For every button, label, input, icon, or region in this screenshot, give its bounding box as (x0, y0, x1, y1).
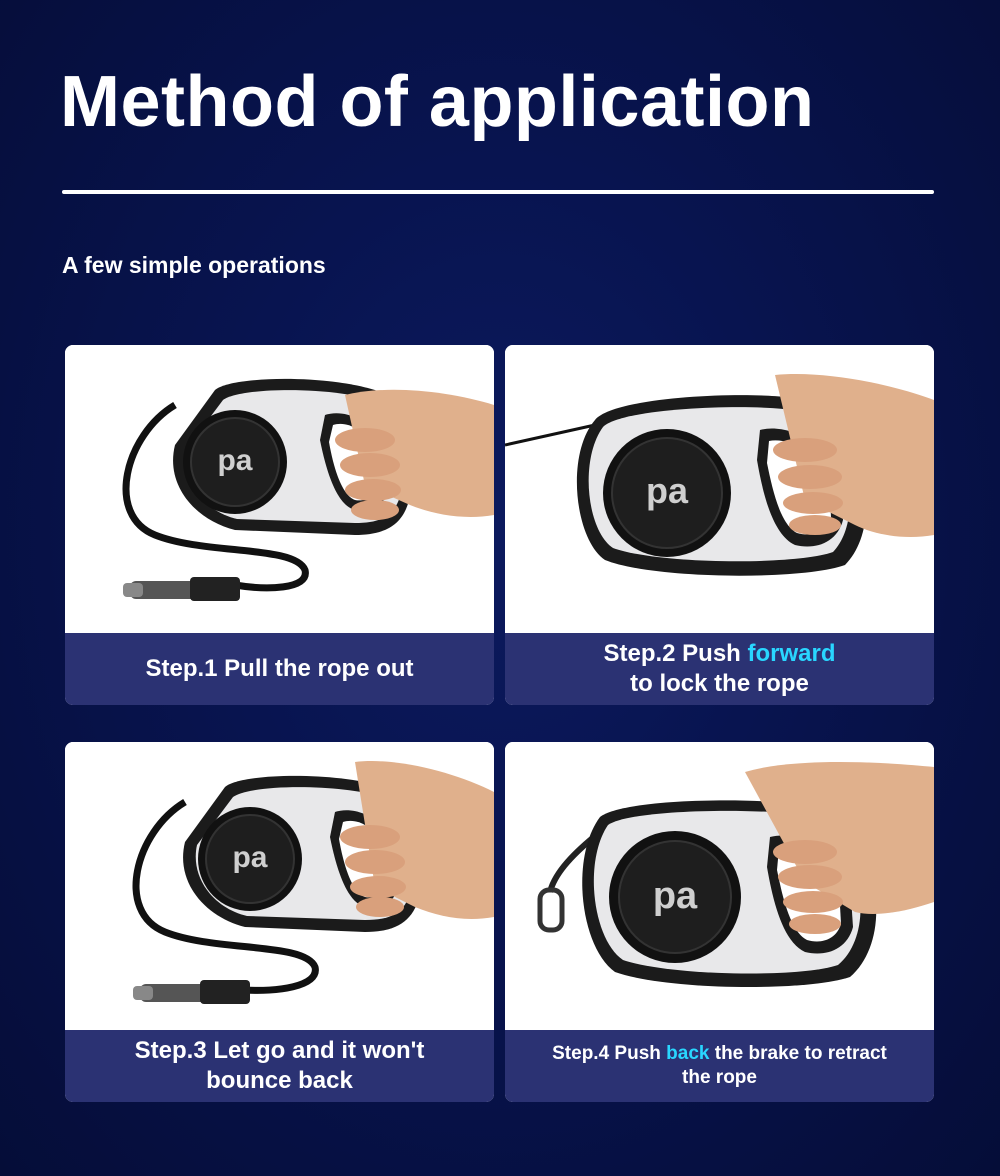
step-4-suffix: the brake to retract (709, 1043, 887, 1065)
step-3-line-1: Step.3 Let go and it won't (134, 1037, 425, 1064)
step-2-caption (505, 633, 934, 705)
step-4-caption (505, 1030, 934, 1102)
step-card-3 (65, 742, 494, 1102)
leash-clip-icon (133, 980, 250, 1004)
page-title: Method of application (60, 62, 815, 142)
step-card-4 (505, 742, 934, 1102)
step-4-line-1 (552, 1042, 887, 1066)
page-subtitle: A few simple operations (62, 252, 326, 278)
step-card-1 (65, 345, 494, 705)
step-4-photo (505, 742, 934, 1030)
step-2-photo (505, 345, 934, 633)
step-2-line-2: to lock the rope (630, 670, 809, 697)
product-logo: pa (217, 444, 253, 477)
step-3-line-2: bounce back (206, 1067, 353, 1094)
product-logo: pa (645, 470, 689, 511)
step-4-line-2: the rope (682, 1067, 757, 1088)
leash-clip-icon (123, 577, 240, 601)
product-logo: pa (232, 841, 268, 874)
step-4-highlight: back (666, 1043, 710, 1065)
product-logo: pa (652, 875, 698, 917)
step-1-photo (65, 345, 494, 633)
step-2-prefix: Step.2 Push (603, 640, 748, 667)
title-divider (62, 190, 934, 194)
step-1-caption (65, 633, 494, 705)
step-1-text: Step.1 Pull the rope out (145, 655, 414, 682)
step-4-prefix: Step.4 Push (552, 1043, 667, 1065)
step-3-caption (65, 1030, 494, 1102)
step-2-line-1 (603, 639, 835, 669)
step-2-highlight: forward (747, 640, 836, 667)
step-3-photo (65, 742, 494, 1030)
step-card-2 (505, 345, 934, 705)
